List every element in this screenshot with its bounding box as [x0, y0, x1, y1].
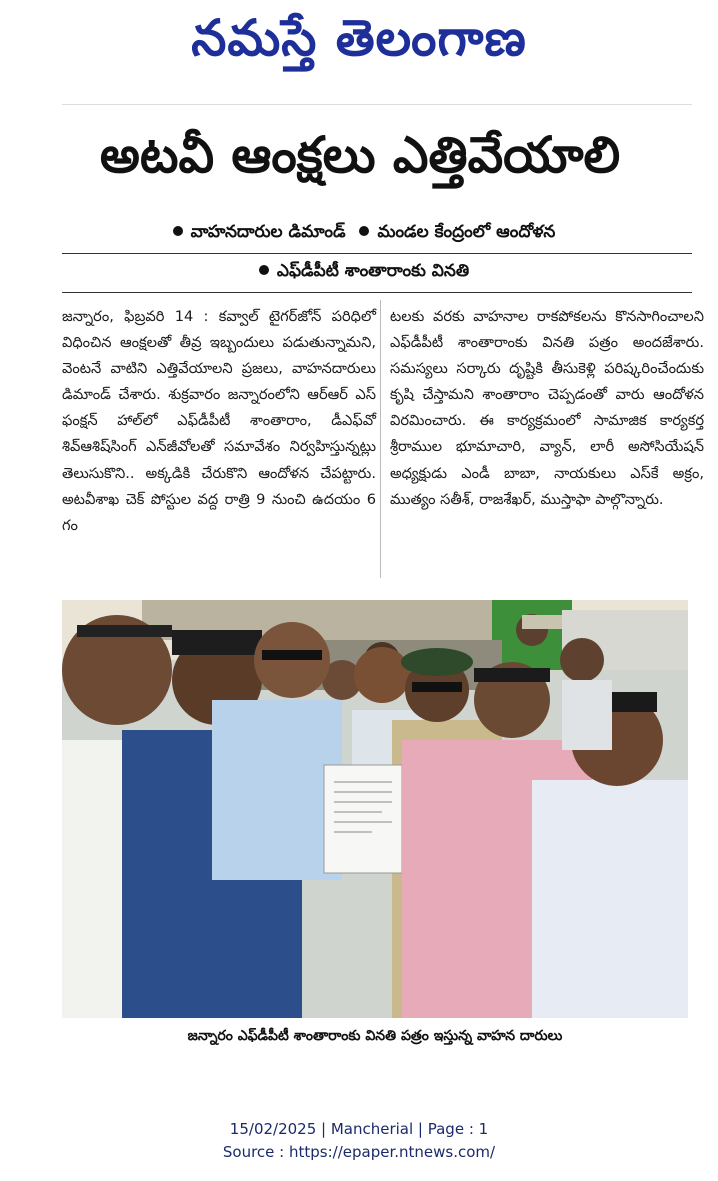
deck-item-2: మండల కేంద్రంలో ఆందోళన: [377, 222, 556, 242]
masthead: [0, 0, 718, 88]
subheading-row-1: [60, 222, 660, 246]
bullet-icon: [173, 226, 183, 236]
newspaper-logo: నమస్తే తెలంగాణ: [191, 8, 527, 67]
footer-source: Source : https://epaper.ntnews.com/: [222, 1143, 496, 1161]
column-divider: [380, 300, 381, 578]
photo-caption: జన్నారం ఎఫ్‌డీపీటీ శాంతారాంకు వినతి పత్రం ఇస్తున్న వాహన దారులు: [187, 1028, 563, 1044]
photo-illustration: [62, 600, 688, 1018]
article-column-2: టలకు వరకు వాహనాల రాకపోకలను కొనసాగించాలని ఎఫ్‌డీపీటీ శాంతారాంకు వినతి పత్రం అందజేశారు. సమస్యలు సర్కారు దృష్టికి తీసుకెళ్లి పరిష్కరించేందుకు కృషి చేస్తామని శాంతారాం చెప్పడంతో వారు ఆందోళన విరమించారు. ఈ కార్యక్రమంలో సామాజిక కార్యకర్త శ్రీరాముల భూమాచారి, వ్యాన్, లారీ అసోసియేషన్ అధ్యక్షుడు ఎండీ బాబా, నాయకులు ఎస్‌కే అక్రం, ముత్యం సతీశ్, రాజశేఖర్, ముస్తాఫా పాల్గొన్నారు.: [390, 308, 704, 508]
deck-item-1: వాహనదారుల డిమాండ్: [190, 222, 346, 242]
news-photo: [62, 600, 688, 1018]
deck-divider: [62, 292, 692, 293]
subheading-row-2: [60, 261, 660, 285]
footer-date-edition: 15/02/2025 | Mancherial | Page : 1: [229, 1120, 489, 1138]
article-column-1: జన్నారం, ఫిబ్రవరి 14 : కవ్వాల్ టైగర్‌జోన్ పరిధిలో విధించిన ఆంక్షలతో తీవ్ర ఇబ్బందులు పడుతున్నామని, వెంటనే వాటిని ఎత్తివేయాలని ప్రజలు, వాహనదారులు డిమాండ్ చేశారు. శుక్రవారం జన్నారంలోని ఆర్‌ఆర్ ఎస్ ఫంక్షన్ హాల్‌లో ఎఫ్‌డీపీటీ శాంతారాం, డీఎఫ్‌వో శివ్‌ఆశిష్‌సింగ్ ఎన్‌జీవోలతో సమావేశం నిర్వహిస్తున్నట్లు తెలుసుకొని.. అక్కడికి చేరుకొని ఆందోళన చేపట్టారు. అటవీశాఖ చెక్ పోస్టుల వద్ద రాత్రి 9 నుంచి ఉదయం 6 గం: [62, 308, 376, 534]
bullet-icon: [259, 265, 269, 275]
bullet-icon: [359, 226, 369, 236]
deck-item-3: ఎఫ్‌డీపీటీ శాంతారాంకు వినతి: [276, 261, 470, 281]
top-divider: [62, 104, 692, 105]
deck-divider: [62, 253, 692, 254]
article-headline: అటవీ ఆంక్షలు ఎత్తివేయాలి: [99, 126, 621, 184]
